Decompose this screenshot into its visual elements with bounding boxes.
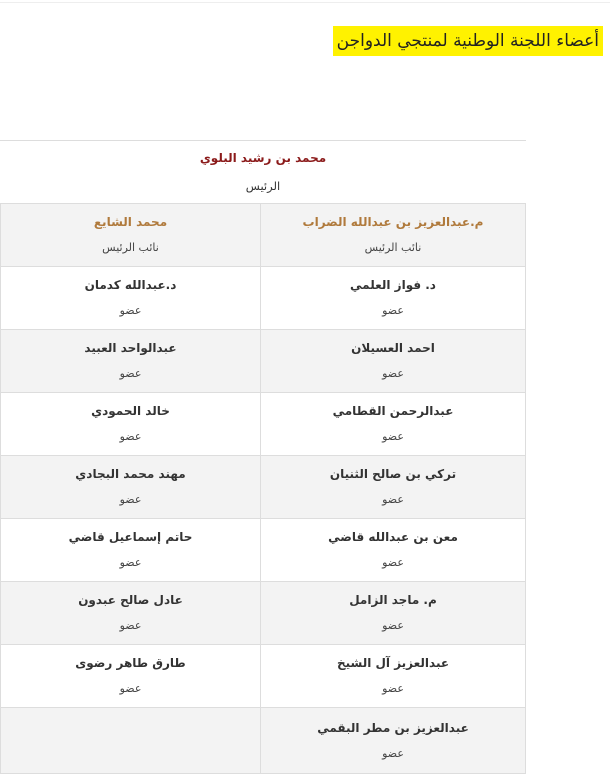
members-table xyxy=(0,203,526,774)
member-cell xyxy=(1,582,261,645)
page-title: أعضاء اللجنة الوطنية لمنتجي الدواجن xyxy=(333,26,603,56)
member-name: حاتم إسماعيل قاضي xyxy=(68,530,193,544)
empty-cell xyxy=(1,708,261,774)
title-container xyxy=(333,26,603,56)
member-name: م. ماجد الزامل xyxy=(349,593,437,607)
table-row xyxy=(1,204,526,267)
member-name: عبدالعزيز بن مطر البقمي xyxy=(317,720,469,735)
member-name: مهند محمد البجادي xyxy=(75,467,186,481)
member-cell xyxy=(261,267,526,330)
member-role: نائب الرئيس xyxy=(364,241,422,254)
member-name: عادل صالح عبدون xyxy=(78,593,183,607)
table-row xyxy=(1,330,526,393)
member-role: عضو xyxy=(119,430,142,443)
member-cell xyxy=(261,645,526,708)
member-role: عضو xyxy=(119,556,142,569)
member-name: تركي بن صالح الثنيان xyxy=(329,467,457,481)
member-role: عضو xyxy=(382,304,404,317)
chair-block xyxy=(0,140,526,203)
member-role: عضو xyxy=(119,304,142,317)
top-divider xyxy=(0,2,610,3)
member-role: عضو xyxy=(119,619,142,632)
table-row xyxy=(1,267,526,330)
member-name: احمد العسيلان xyxy=(351,341,435,355)
member-role: عضو xyxy=(382,682,404,695)
member-role: عضو xyxy=(119,493,142,506)
member-cell xyxy=(261,393,526,456)
table-row xyxy=(1,645,526,708)
table-row xyxy=(1,519,526,582)
table-row xyxy=(1,708,526,774)
chair-name: محمد بن رشيد البلوي xyxy=(199,151,327,165)
member-cell xyxy=(261,456,526,519)
member-role: عضو xyxy=(119,367,142,380)
member-name: عبدالواحد العبيد xyxy=(84,341,177,355)
member-role: نائب الرئيس xyxy=(102,241,159,254)
member-cell xyxy=(261,204,526,267)
member-cell xyxy=(261,582,526,645)
member-name: د.عبدالله كدمان xyxy=(84,278,177,292)
member-role: عضو xyxy=(119,682,142,695)
member-cell xyxy=(261,519,526,582)
member-name: م.عبدالعزيز بن عبدالله الضراب xyxy=(302,215,484,229)
table-row xyxy=(1,456,526,519)
member-name: عبدالعزيز آل الشيخ xyxy=(336,656,450,670)
member-name: محمد الشايع xyxy=(93,215,168,229)
member-cell xyxy=(261,330,526,393)
chair-role: الرئيس xyxy=(245,179,281,193)
member-cell xyxy=(1,519,261,582)
table-row xyxy=(1,393,526,456)
member-name: خالد الحمودي xyxy=(91,404,170,418)
member-name: د. فواز العلمي xyxy=(350,278,436,292)
member-cell xyxy=(1,330,261,393)
member-role: عضو xyxy=(382,430,404,443)
member-cell xyxy=(261,708,526,774)
member-role: عضو xyxy=(382,556,404,569)
member-cell xyxy=(1,645,261,708)
member-role: عضو xyxy=(382,493,404,506)
member-cell xyxy=(1,393,261,456)
member-cell xyxy=(1,456,261,519)
member-name: عبدالرحمن القطامي xyxy=(332,404,454,418)
member-role: عضو xyxy=(382,367,404,380)
table-row xyxy=(1,582,526,645)
member-name: معن بن عبدالله قاضي xyxy=(328,530,458,544)
member-cell xyxy=(1,267,261,330)
member-cell xyxy=(1,204,261,267)
member-name: طارق طاهر رضوى xyxy=(75,656,186,670)
member-role: عضو xyxy=(382,619,404,632)
member-role: عضو xyxy=(382,746,404,760)
